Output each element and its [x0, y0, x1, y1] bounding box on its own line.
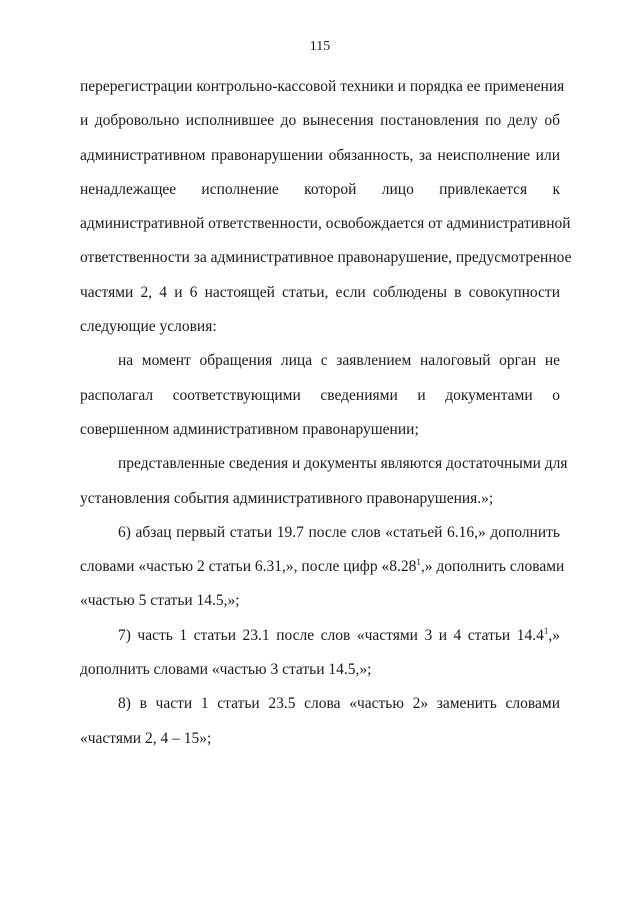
paragraph-item-6 — [80, 516, 565, 619]
superscript: 1 — [543, 625, 549, 636]
text-line: на момент обращения лица с заявлением налоговый орган не — [118, 352, 560, 370]
text-fragment: 7) часть 1 статьи 23.1 после слов «частями 3 и 4 статьи 14.4 — [118, 626, 544, 644]
text-line: дополнить словами «частью 3 статьи 14.5,»; — [80, 661, 372, 679]
paragraph-item-8 — [80, 687, 560, 756]
text-line: «частью 5 статьи 14.5,»; — [80, 592, 240, 610]
text-line: частями 2, 4 и 6 настоящей статьи, если соблюдены в совокупности — [80, 283, 560, 301]
text-fragment: словами «частью 2 статьи 6.31,», после цифр «8.28 — [80, 558, 417, 576]
paragraph-condition-1 — [80, 344, 560, 447]
text-line: 8) в части 1 статьи 23.5 слова «частью 2» заменить словами — [118, 695, 560, 713]
superscript: 1 — [416, 557, 421, 568]
text-line: ненадлежащее исполнение которой лицо привлекается к — [80, 180, 560, 198]
text-line: ответственности за административное правонарушение, предусмотренное — [80, 249, 572, 267]
text-line: представленные сведения и документы являются достаточными для — [118, 455, 568, 473]
text-line: административном правонарушении обязанность, за неисполнение или — [80, 146, 560, 164]
text-line: 6) абзац первый статьи 19.7 после слов «статьей 6.16,» дополнить — [118, 523, 560, 541]
text-line: перерегистрации контрольно-кассовой техники и порядка ее применения — [80, 78, 565, 95]
paragraph-condition-2 — [80, 447, 568, 516]
text-line: следующие условия: — [80, 318, 217, 336]
paragraph-continuation — [80, 70, 572, 344]
text-fragment: ,» — [548, 626, 560, 644]
page-number: 115 — [309, 39, 331, 54]
document-body — [80, 70, 572, 756]
paragraph-item-7 — [80, 619, 560, 688]
text-line: «частями 2, 4 – 15»; — [80, 729, 212, 747]
text-line: административной ответственности, освобождается от административной — [80, 215, 571, 233]
text-line: и добровольно исполнившее до вынесения постановления по делу об — [80, 112, 560, 130]
text-line: располагал соответствующими сведениями и документами о — [80, 386, 560, 404]
text-line: установления события административного правонарушения.»; — [80, 489, 494, 507]
text-line-with-superscript — [80, 550, 565, 584]
text-line-with-superscript — [80, 619, 560, 653]
text-fragment: ,» дополнить словами — [420, 558, 565, 576]
text-line: совершенном административном правонарушении; — [80, 420, 419, 438]
